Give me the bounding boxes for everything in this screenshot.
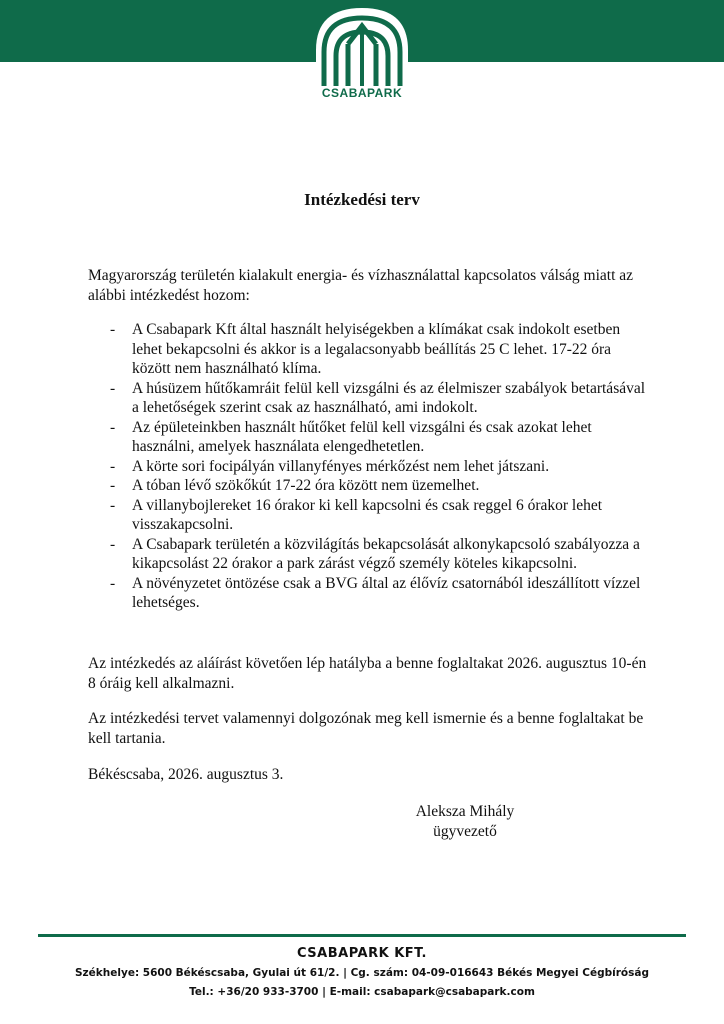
list-item: [88, 574, 648, 613]
intro-paragraph: Magyarország területén kialakult energia- és vízhasználattal kapcsolatos válság miatt az alábbi intézkedést hozom:: [88, 267, 634, 304]
list-item: [88, 320, 648, 379]
list-item: [88, 457, 648, 477]
document-title: Intézkedési terv: [304, 190, 420, 209]
list-marker: -: [110, 496, 116, 514]
list-marker: -: [110, 379, 116, 397]
signatory-role: ügyvezető: [433, 823, 497, 840]
list-marker: -: [110, 535, 116, 553]
logo-text: CSABAPARK: [321, 86, 403, 100]
list-item: [88, 379, 648, 418]
list-marker: -: [110, 457, 116, 475]
notice-paragraph: Az intézkedési tervet valamennyi dolgozónak meg kell ismernie és a benne foglaltakat be kell tartania.: [88, 710, 644, 747]
list-item-text: A húsüzem hűtőkamráit felül kell vizsgálni és az élelmiszer szabályok betartásával a lehetőségek szerint csak az használható, ami indokolt.: [132, 379, 646, 416]
list-item-text: A Csabapark területén a közvilágítás bekapcsolását alkonykapcsoló szabályozza a kikapcsolást 22 órakor a park zárást végző személy köteles kikapcsolni.: [132, 535, 640, 572]
list-marker: -: [110, 321, 116, 338]
signatory-name: Aleksza Mihály: [415, 803, 515, 820]
list-item: [88, 535, 648, 574]
list-item-text: A körte sori focipályán villanyfényes mérkőzést nem lehet játszani.: [132, 457, 550, 475]
list-item: [88, 418, 648, 457]
list-item: [88, 496, 648, 535]
measures-list: [88, 320, 648, 613]
list-marker: -: [110, 418, 116, 436]
list-item-text: Az épületeinkben használt hűtőket felül kell vizsgálni és csak azokat lehet használni, amelyek használata elengedhetetlen.: [132, 418, 592, 455]
list-item-text: A növényzetet öntözése csak a BVG által az élővíz csatornából ideszállított vízzel lehetséges.: [132, 574, 641, 611]
place-date: Békéscsaba, 2026. augusztus 3.: [88, 766, 284, 783]
footer-divider: [38, 934, 686, 937]
list-item-text: A villanybojlereket 16 órakor ki kell kapcsolni és csak reggel 6 órakor lehet visszakapcsolni.: [132, 496, 603, 533]
list-item-text: A tóban lévő szökőkút 17-22 óra között nem üzemelhet.: [132, 477, 480, 494]
list-item: [88, 476, 648, 496]
footer-registration: Székhelye: 5600 Békéscsaba, Gyulai út 61/2. | Cg. szám: 04-09-016643 Békés Megyei Cégbíróság: [75, 967, 649, 979]
footer-contact: Tel.: +36/20 933-3700 | E-mail: csabapark@csabapark.com: [189, 986, 535, 998]
list-item-text: A Csabapark Kft által használt helyiségekben a klímákat csak indokolt esetben lehet bekapcsolni és akkor is a legalacsonyabb beállítás 25 C lehet. 17-22 óra között nem használható klíma.: [132, 321, 621, 377]
effective-date-paragraph: Az intézkedés az aláírást követően lép hatályba a benne foglaltakat 2026. augusztus 10-én 8 óráig kell alkalmazni.: [88, 655, 647, 692]
list-marker: -: [110, 574, 116, 592]
list-marker: -: [110, 477, 116, 494]
footer-company-name: CSABAPARK KFT.: [297, 946, 427, 961]
